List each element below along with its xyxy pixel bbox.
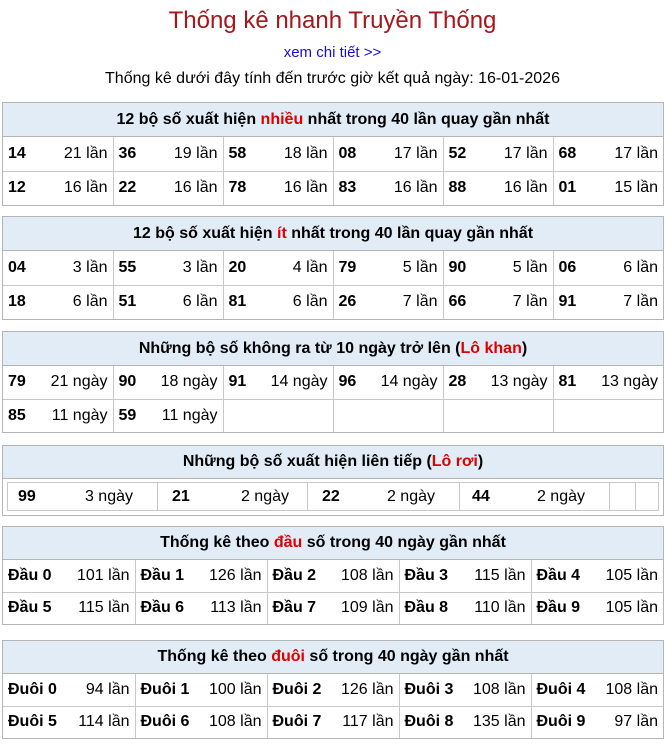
table-cell	[3, 592, 135, 624]
tail-label: Đuôi 9	[536, 713, 586, 731]
head-label: Đầu 0	[8, 566, 52, 584]
table-cell	[308, 483, 460, 511]
title-highlight: ít	[277, 225, 287, 242]
days: 21 ngày	[50, 373, 108, 391]
title-text: nhất trong 40 lần quay gần nhất	[286, 225, 534, 242]
count: 115 lần	[78, 599, 130, 617]
table-row	[3, 137, 663, 171]
table-cell	[3, 706, 135, 738]
title-highlight: đầu	[273, 534, 303, 551]
table-cell	[3, 674, 135, 706]
number: 44	[472, 487, 490, 505]
head-label: Đầu 1	[140, 566, 185, 584]
most-frequent-title	[3, 103, 663, 137]
count: 126 lần	[209, 566, 262, 584]
tail-label: Đuôi 6	[140, 713, 190, 731]
count: 100 lần	[209, 680, 262, 698]
number: 06	[558, 258, 577, 276]
count: 7 lần	[623, 293, 658, 311]
count: 110 lần	[474, 599, 526, 617]
count: 17 lần	[503, 144, 548, 162]
table-cell	[267, 592, 399, 624]
table-cell	[531, 560, 663, 592]
count: 21 lần	[63, 144, 108, 162]
title-text: 12 bộ số xuất hiện	[132, 225, 277, 242]
table-cell	[267, 674, 399, 706]
count: 17 lần	[614, 144, 658, 162]
count: 15 lần	[614, 179, 658, 197]
number: 12	[8, 179, 26, 197]
number: 85	[8, 406, 26, 424]
table-cell	[531, 592, 663, 624]
title-text: Những bộ số không ra từ 10 ngày trở lên (	[138, 340, 461, 357]
table-cell	[267, 560, 399, 592]
table-row	[3, 366, 663, 399]
number: 22	[322, 487, 340, 505]
number: 83	[338, 179, 357, 197]
lo-roi-box	[2, 445, 664, 516]
table-cell	[399, 706, 531, 738]
count: 19 lần	[173, 144, 218, 162]
number: 90	[448, 258, 467, 276]
table-row	[3, 706, 663, 738]
table-row	[3, 674, 663, 706]
table-cell	[553, 171, 663, 205]
table-cell	[3, 366, 113, 399]
table-cell	[113, 251, 223, 285]
number: 18	[8, 293, 26, 311]
count: 16 lần	[173, 179, 218, 197]
days: 18 ngày	[160, 373, 218, 391]
most-frequent-box	[2, 102, 664, 206]
empty-cell	[223, 399, 333, 432]
table-row	[3, 399, 663, 432]
table-cell	[443, 285, 553, 319]
count: 16 lần	[63, 179, 108, 197]
table-cell	[158, 483, 308, 511]
table-row	[3, 171, 663, 205]
number: 14	[8, 144, 26, 162]
least-frequent-title	[3, 217, 663, 251]
table-cell	[399, 674, 531, 706]
dau-stats-box	[2, 526, 664, 625]
tail-label: Đuôi 3	[404, 680, 454, 698]
title-text: nhất trong 40 lần quay gần nhất	[303, 111, 550, 128]
count: 7 lần	[402, 293, 438, 311]
table-cell	[113, 366, 223, 399]
title-text: )	[477, 453, 484, 470]
days: 14 ngày	[380, 373, 438, 391]
count: 3 lần	[72, 258, 108, 276]
lo-roi-table	[7, 482, 659, 511]
count: 16 lần	[393, 179, 438, 197]
table-cell	[553, 137, 663, 171]
number: 51	[118, 293, 137, 311]
tail-label: Đuôi 1	[140, 680, 190, 698]
count: 6 lần	[623, 258, 658, 276]
least-frequent-table	[3, 251, 663, 319]
number: 04	[8, 258, 26, 276]
head-label: Đầu 7	[272, 599, 317, 617]
empty-cell	[333, 399, 443, 432]
title-text: Những bộ số xuất hiện liên tiếp (	[182, 453, 432, 470]
table-cell	[113, 399, 223, 432]
days: 2 ngày	[536, 487, 585, 505]
count: 4 lần	[292, 258, 328, 276]
table-cell	[333, 285, 443, 319]
table-row	[3, 285, 663, 319]
number: 91	[228, 373, 247, 391]
empty-cell	[636, 483, 659, 511]
table-cell	[267, 706, 399, 738]
title-text: 12 bộ số xuất hiện	[116, 111, 261, 128]
head-label: Đầu 8	[404, 599, 449, 617]
table-cell	[531, 706, 663, 738]
count: 16 lần	[283, 179, 328, 197]
count: 16 lần	[503, 179, 548, 197]
number: 58	[228, 144, 247, 162]
head-label: Đầu 5	[8, 599, 52, 617]
duoi-stats-box	[2, 640, 664, 739]
table-cell	[135, 560, 267, 592]
head-label: Đầu 2	[272, 566, 317, 584]
table-cell	[553, 251, 663, 285]
lo-khan-box	[2, 331, 664, 433]
title-text: số trong 40 ngày gần nhất	[302, 534, 506, 551]
table-cell	[223, 171, 333, 205]
table-cell	[3, 171, 113, 205]
days: 2 ngày	[240, 487, 289, 505]
table-cell	[399, 592, 531, 624]
table-cell	[553, 366, 663, 399]
head-label: Đầu 9	[536, 599, 581, 617]
empty-cell	[443, 399, 553, 432]
count: 108 lần	[473, 680, 526, 698]
empty-cell	[610, 483, 636, 511]
table-cell	[135, 674, 267, 706]
count: 135 lần	[473, 713, 526, 731]
table-cell	[113, 285, 223, 319]
tail-label: Đuôi 0	[8, 680, 57, 698]
table-cell	[399, 560, 531, 592]
date-note: Thống kê dưới đây tính đến trước giờ kết quả ngày: 16-01-2026	[105, 70, 560, 87]
detail-link[interactable]: xem chi tiết >>	[283, 44, 382, 61]
table-row	[3, 251, 663, 285]
table-cell	[223, 366, 333, 399]
table-cell	[3, 560, 135, 592]
table-cell	[223, 285, 333, 319]
number: 90	[118, 373, 137, 391]
number: 78	[228, 179, 247, 197]
tail-label: Đuôi 7	[272, 713, 322, 731]
days: 13 ngày	[490, 373, 548, 391]
count: 108 lần	[209, 713, 262, 731]
number: 68	[558, 144, 577, 162]
duoi-stats-title	[3, 641, 663, 674]
tail-label: Đuôi 8	[404, 713, 454, 731]
count: 6 lần	[182, 293, 218, 311]
least-frequent-box	[2, 216, 664, 320]
page-header	[0, 0, 665, 90]
count: 108 lần	[605, 680, 658, 698]
table-cell	[443, 137, 553, 171]
table-cell	[113, 137, 223, 171]
number: 20	[228, 258, 247, 276]
table-cell	[135, 592, 267, 624]
count: 5 lần	[402, 258, 438, 276]
title-highlight: đuôi	[271, 648, 305, 665]
title-highlight: nhiều	[260, 111, 304, 128]
count: 117 lần	[342, 713, 394, 731]
table-cell	[333, 366, 443, 399]
count: 6 lần	[72, 293, 108, 311]
table-cell	[443, 366, 553, 399]
table-cell	[443, 171, 553, 205]
number: 22	[118, 179, 137, 197]
number: 36	[118, 144, 137, 162]
table-cell	[3, 285, 113, 319]
table-cell	[223, 137, 333, 171]
table-cell	[333, 251, 443, 285]
title-highlight: Lô rơi	[431, 453, 478, 470]
count: 109 lần	[341, 599, 394, 617]
lo-khan-title	[3, 332, 663, 366]
count: 18 lần	[283, 144, 328, 162]
days: 2 ngày	[386, 487, 435, 505]
title-text: số trong 40 ngày gần nhất	[304, 648, 509, 665]
count: 126 lần	[341, 680, 394, 698]
table-cell	[135, 706, 267, 738]
count: 114 lần	[78, 713, 130, 731]
table-cell	[333, 171, 443, 205]
count: 101 lần	[77, 566, 130, 584]
count: 17 lần	[393, 144, 438, 162]
number: 08	[338, 144, 357, 162]
count: 105 lần	[605, 599, 658, 617]
empty-cell	[553, 399, 663, 432]
number: 99	[18, 487, 36, 505]
tail-label: Đuôi 2	[272, 680, 322, 698]
duoi-stats-table	[3, 674, 663, 738]
number: 66	[448, 293, 467, 311]
table-row	[8, 483, 659, 511]
head-label: Đầu 4	[536, 566, 581, 584]
count: 115 lần	[474, 566, 526, 584]
title-text: )	[521, 340, 528, 357]
table-cell	[553, 285, 663, 319]
count: 94 lần	[85, 680, 130, 698]
page-title: Thống kê nhanh Truyền Thống	[168, 7, 497, 34]
head-label: Đầu 6	[140, 599, 185, 617]
days: 3 ngày	[84, 487, 133, 505]
table-cell	[8, 483, 158, 511]
table-row	[3, 560, 663, 592]
table-cell	[113, 171, 223, 205]
lo-roi-title	[3, 446, 663, 479]
tail-label: Đuôi 4	[536, 680, 586, 698]
title-text: Thống kê theo	[157, 648, 272, 665]
table-cell	[3, 399, 113, 432]
table-cell	[223, 251, 333, 285]
days: 14 ngày	[270, 373, 328, 391]
table-cell	[3, 137, 113, 171]
number: 81	[558, 373, 577, 391]
count: 3 lần	[182, 258, 218, 276]
table-cell	[333, 137, 443, 171]
count: 5 lần	[512, 258, 548, 276]
days: 13 ngày	[601, 373, 658, 391]
count: 7 lần	[512, 293, 548, 311]
count: 105 lần	[605, 566, 658, 584]
number: 26	[338, 293, 357, 311]
table-cell	[443, 251, 553, 285]
dau-stats-title	[3, 527, 663, 560]
dau-stats-table	[3, 560, 663, 624]
count: 97 lần	[614, 713, 658, 731]
table-cell	[460, 483, 610, 511]
number: 79	[338, 258, 357, 276]
number: 28	[448, 373, 467, 391]
title-text: Thống kê theo	[160, 534, 274, 551]
table-cell	[531, 674, 663, 706]
count: 113 lần	[210, 599, 262, 617]
number: 88	[448, 179, 467, 197]
count: 108 lần	[341, 566, 394, 584]
lo-khan-table	[3, 366, 663, 432]
tail-label: Đuôi 5	[8, 713, 57, 731]
number: 91	[558, 293, 577, 311]
number: 96	[338, 373, 357, 391]
number: 21	[172, 487, 190, 505]
head-label: Đầu 3	[404, 566, 449, 584]
table-cell	[3, 251, 113, 285]
table-row	[3, 592, 663, 624]
count: 6 lần	[292, 293, 328, 311]
most-frequent-table	[3, 137, 663, 205]
number: 59	[118, 406, 137, 424]
number: 01	[558, 179, 577, 197]
number: 52	[448, 144, 467, 162]
number: 81	[228, 293, 247, 311]
days: 11 ngày	[51, 406, 108, 424]
number: 55	[118, 258, 137, 276]
days: 11 ngày	[161, 406, 218, 424]
number: 79	[8, 373, 26, 391]
title-highlight: Lô khan	[460, 340, 522, 357]
